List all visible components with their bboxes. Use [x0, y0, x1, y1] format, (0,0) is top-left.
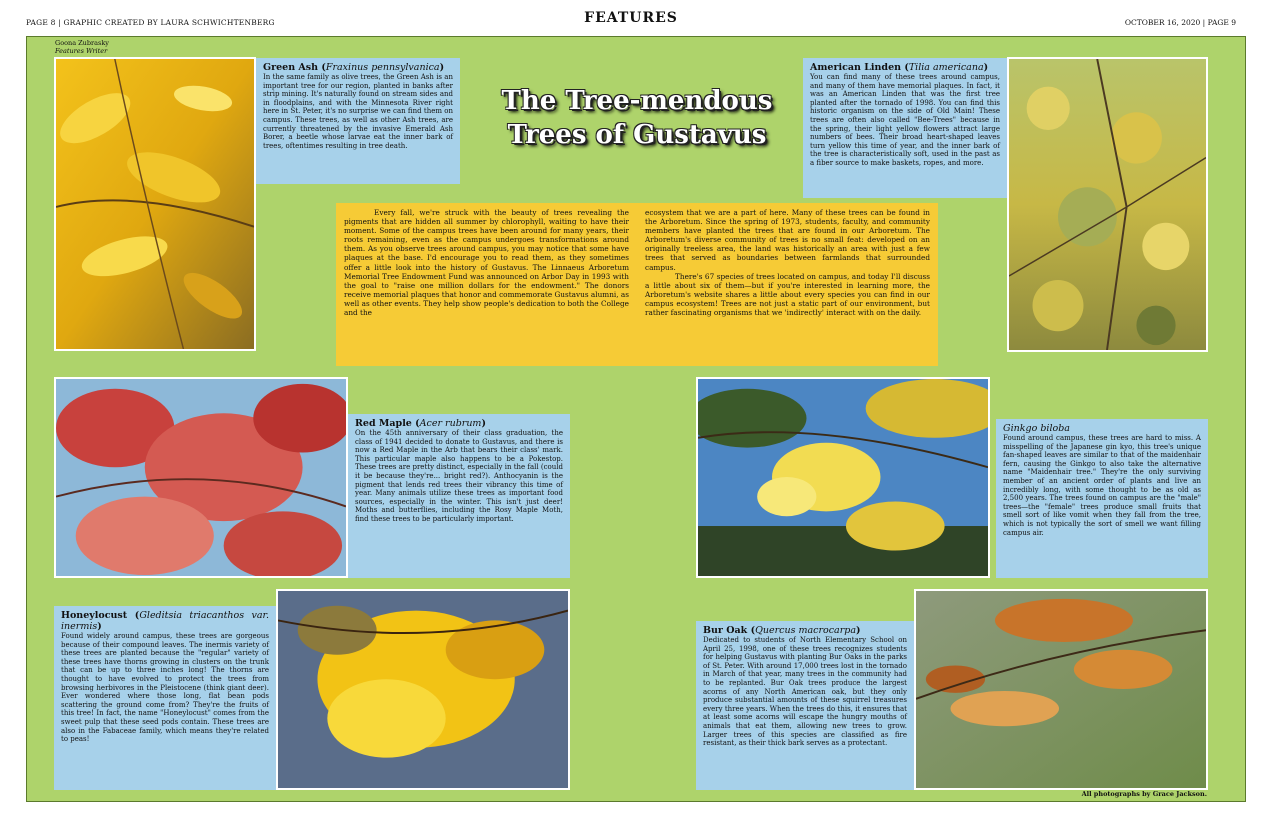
red-maple-text: On the 45th anniversary of their class graduation, the class of 1941 decided to donate to Gustavus, and there is now a Red Maple in the Arb that bears their class' mark. This particular maple also happens to be a Pokestop. These trees are pretty distinct, especially in the fall (could it be because they're... bright red?). Anthocyanin is the pigment that lends red trees their vibrancy this time of year. Many animals utilize these trees as important food sources, especially in the winter. This isn't just deer! Moths and butterflies, including the Rosy Maple Moth, find these trees to be particularly important. [355, 429, 563, 523]
american-linden-latin: Tilia americana [908, 62, 984, 73]
section-title: FEATURES [584, 10, 678, 26]
green-ash-photo [54, 57, 256, 351]
green-ash-box [256, 58, 460, 184]
red-maple-box [348, 414, 570, 578]
honeylocust-box [54, 606, 276, 790]
intro-column-1 [344, 208, 629, 362]
honeylocust-photo [276, 589, 570, 790]
bur-oak-box [696, 621, 914, 790]
ginkgo-title [1003, 423, 1201, 434]
photo-credit: All photographs by Grace Jackson. [1081, 790, 1207, 798]
title-line-1: The Tree-mendous [501, 86, 773, 116]
feature-title [477, 84, 797, 152]
bur-oak-name: Bur Oak [703, 625, 748, 636]
page-header [0, 8, 1262, 34]
header-left: PAGE 8 | GRAPHIC CREATED BY LAURA SCHWICHTENBERG [26, 18, 275, 27]
bur-oak-photo [914, 589, 1208, 790]
american-linden-text: You can find many of these trees around campus, and many of them have memorial plaques. In fact, it was an American Linden that was the first tree planted after the tornado of 1998. You can find this historic organism on the side of Old Main! These trees are often also called "Bee-Trees" because in the spring, their light yellow flowers attract large numbers of bees. Their broad heart-shaped leaves turn yellow this time of year, and the inner bark of the tree is characteristically soft, used in the past as a fiber source to make baskets, ropes, and more. [810, 73, 1000, 167]
intro-article [336, 203, 938, 366]
bur-oak-text: Dedicated to students of North Elementary School on April 25, 1998, one of these trees recognizes students for helping Gustavus with planting Bur Oaks in the parks of St. Peter. With around 17,000 trees lost in the tornado in March of that year, many trees in the community had to be replanted. Bur Oak trees produce the largest acorns of any North American oak, but they only produce substantial amounts of these squirrel treasures every three years. When the trees do this, it ensures that at least some acorns will escape the hungry mouths of animals that eat them, allowing new trees to grow. Larger trees of this species are classified as fire resistant, as their thick bark serves as a protectant. [703, 636, 907, 748]
green-ash-latin: Fraxinus pennsylvanica [325, 62, 440, 73]
bur-oak-title: Bur Oak (Quercus macrocarpa) [703, 625, 861, 636]
green-ash-name: Green Ash [263, 62, 319, 73]
honeylocust-text: Found widely around campus, these trees are gorgeous because of their compound leaves. The inermis variety of these trees are planted because the "regular" variety of these trees have thorns growing in clusters on the trunk that can be up to three inches long! The thorns are thought to have evolved to protect the trees from browsing herbivores in the Pleistocene (think giant deer). Ever wondered where those long, flat bean pods scattering the ground come from? They're the fruits of this tree! In fact, the name "Honeylocust" comes from the sweet pulp that these seed pods contain. These trees are also in the Fabaceae family, which means they're related to peas! [61, 632, 269, 744]
american-linden-name: American Linden [810, 62, 902, 73]
spread-canvas [26, 36, 1246, 802]
ginkgo-photo [696, 377, 990, 578]
honeylocust-latin: Gleditsia triacanthos var. inermis [61, 610, 270, 632]
honeylocust-title: Honeylocust (Gleditsia triacanthos var. inermis) [61, 610, 270, 632]
intro-paragraph-3: There's 67 species of trees located on campus, and today I'll discuss a little about six of them—but if you're interested in learning more, the Arboretum's website shares a little about every species you can find in our campus ecosystem! Trees are not just a static part of our environment, but rather fascinating organisms that we 'indirectly' interact with on the daily. [645, 271, 930, 318]
byline-role: Features Writer [55, 47, 108, 55]
intro-paragraph-1: Every fall, we're struck with the beauty of trees revealing the pigments that are hidden all summer by chlorophyll, waiting to have their moment. Some of the campus trees have been around for many years, their roots remaining, even as the campus undergoes transformations around them. As you observe trees around campus, you may notice that some have plaques at the base. I'd encourage you to read them, as they sometimes offer a little look into the history of Gustavus. The Linnaeus Arboretum Memorial Tree Endowment Fund was announced on Arbor Day in 1993 with the goal to "raise one million dollars for the endowment." The donors receive memorial plaques that honor and commemorate Gustavus alumni, as well as other events. They help show people's dedication to both the College and the [344, 208, 629, 318]
red-maple-latin: Acer rubrum [419, 418, 482, 429]
ginkgo-box [996, 419, 1208, 578]
byline-name: Goona Zubrasky [55, 39, 109, 47]
ginkgo-name: Ginkgo biloba [1003, 423, 1070, 434]
american-linden-title: American Linden (Tilia americana) [810, 62, 989, 73]
intro-paragraph-2: ecosystem that we are a part of here. Many of these trees can be found in the Arboretum. Since the spring of 1973, students, faculty, and community members have planted the trees that are found in our Arboretum. The Arboretum's diverse community of trees is no small feat: developed on an originally treeless area, the land was historically an area with just a few trees that served as boundaries between farmlands that surrounded campus. [645, 208, 930, 272]
intro-column-2 [645, 208, 930, 362]
byline [55, 39, 109, 55]
red-maple-name: Red Maple [355, 418, 412, 429]
red-maple-title: Red Maple (Acer rubrum) [355, 418, 486, 429]
american-linden-photo [1007, 57, 1208, 352]
honeylocust-name: Honeylocust [61, 610, 128, 621]
bur-oak-latin: Quercus macrocarpa [755, 625, 857, 636]
header-right: OCTOBER 16, 2020 | PAGE 9 [1124, 18, 1236, 27]
green-ash-title: Green Ash (Fraxinus pennsylvanica) [263, 62, 445, 73]
green-ash-text: In the same family as olive trees, the Green Ash is an important tree for our region, planted in banks after strip mining. It's naturally found on stream sides and in floodplains, and with the Minnesota River right here in St. Peter, it's no surprise we can find them on campus. These trees, as well as other Ash trees, are currently threatened by the invasive Emerald Ash Borer, a beetle whose larvae eat the inner bark of trees, oftentimes resulting in tree death. [263, 73, 453, 150]
title-line-2: Trees of Gustavus [507, 120, 767, 150]
red-maple-photo [54, 377, 348, 578]
ginkgo-text: Found around campus, these trees are hard to miss. A misspelling of the Japanese gin kyo, this tree's unique fan-shaped leaves are similar to that of the maidenhair fern, causing the Ginkgo to also take the alternative name "Maidenhair tree." They're the only surviving member of an ancient order of plants and live an incredibly long, with some thought to be as old as 2,500 years. The trees found on campus are the "male" trees—the "female" trees produce small fruits that smell sort of like vomit when they fall from the tree, which is not typically the sort of smell we want filling campus air. [1003, 434, 1201, 537]
american-linden-box [803, 58, 1007, 198]
